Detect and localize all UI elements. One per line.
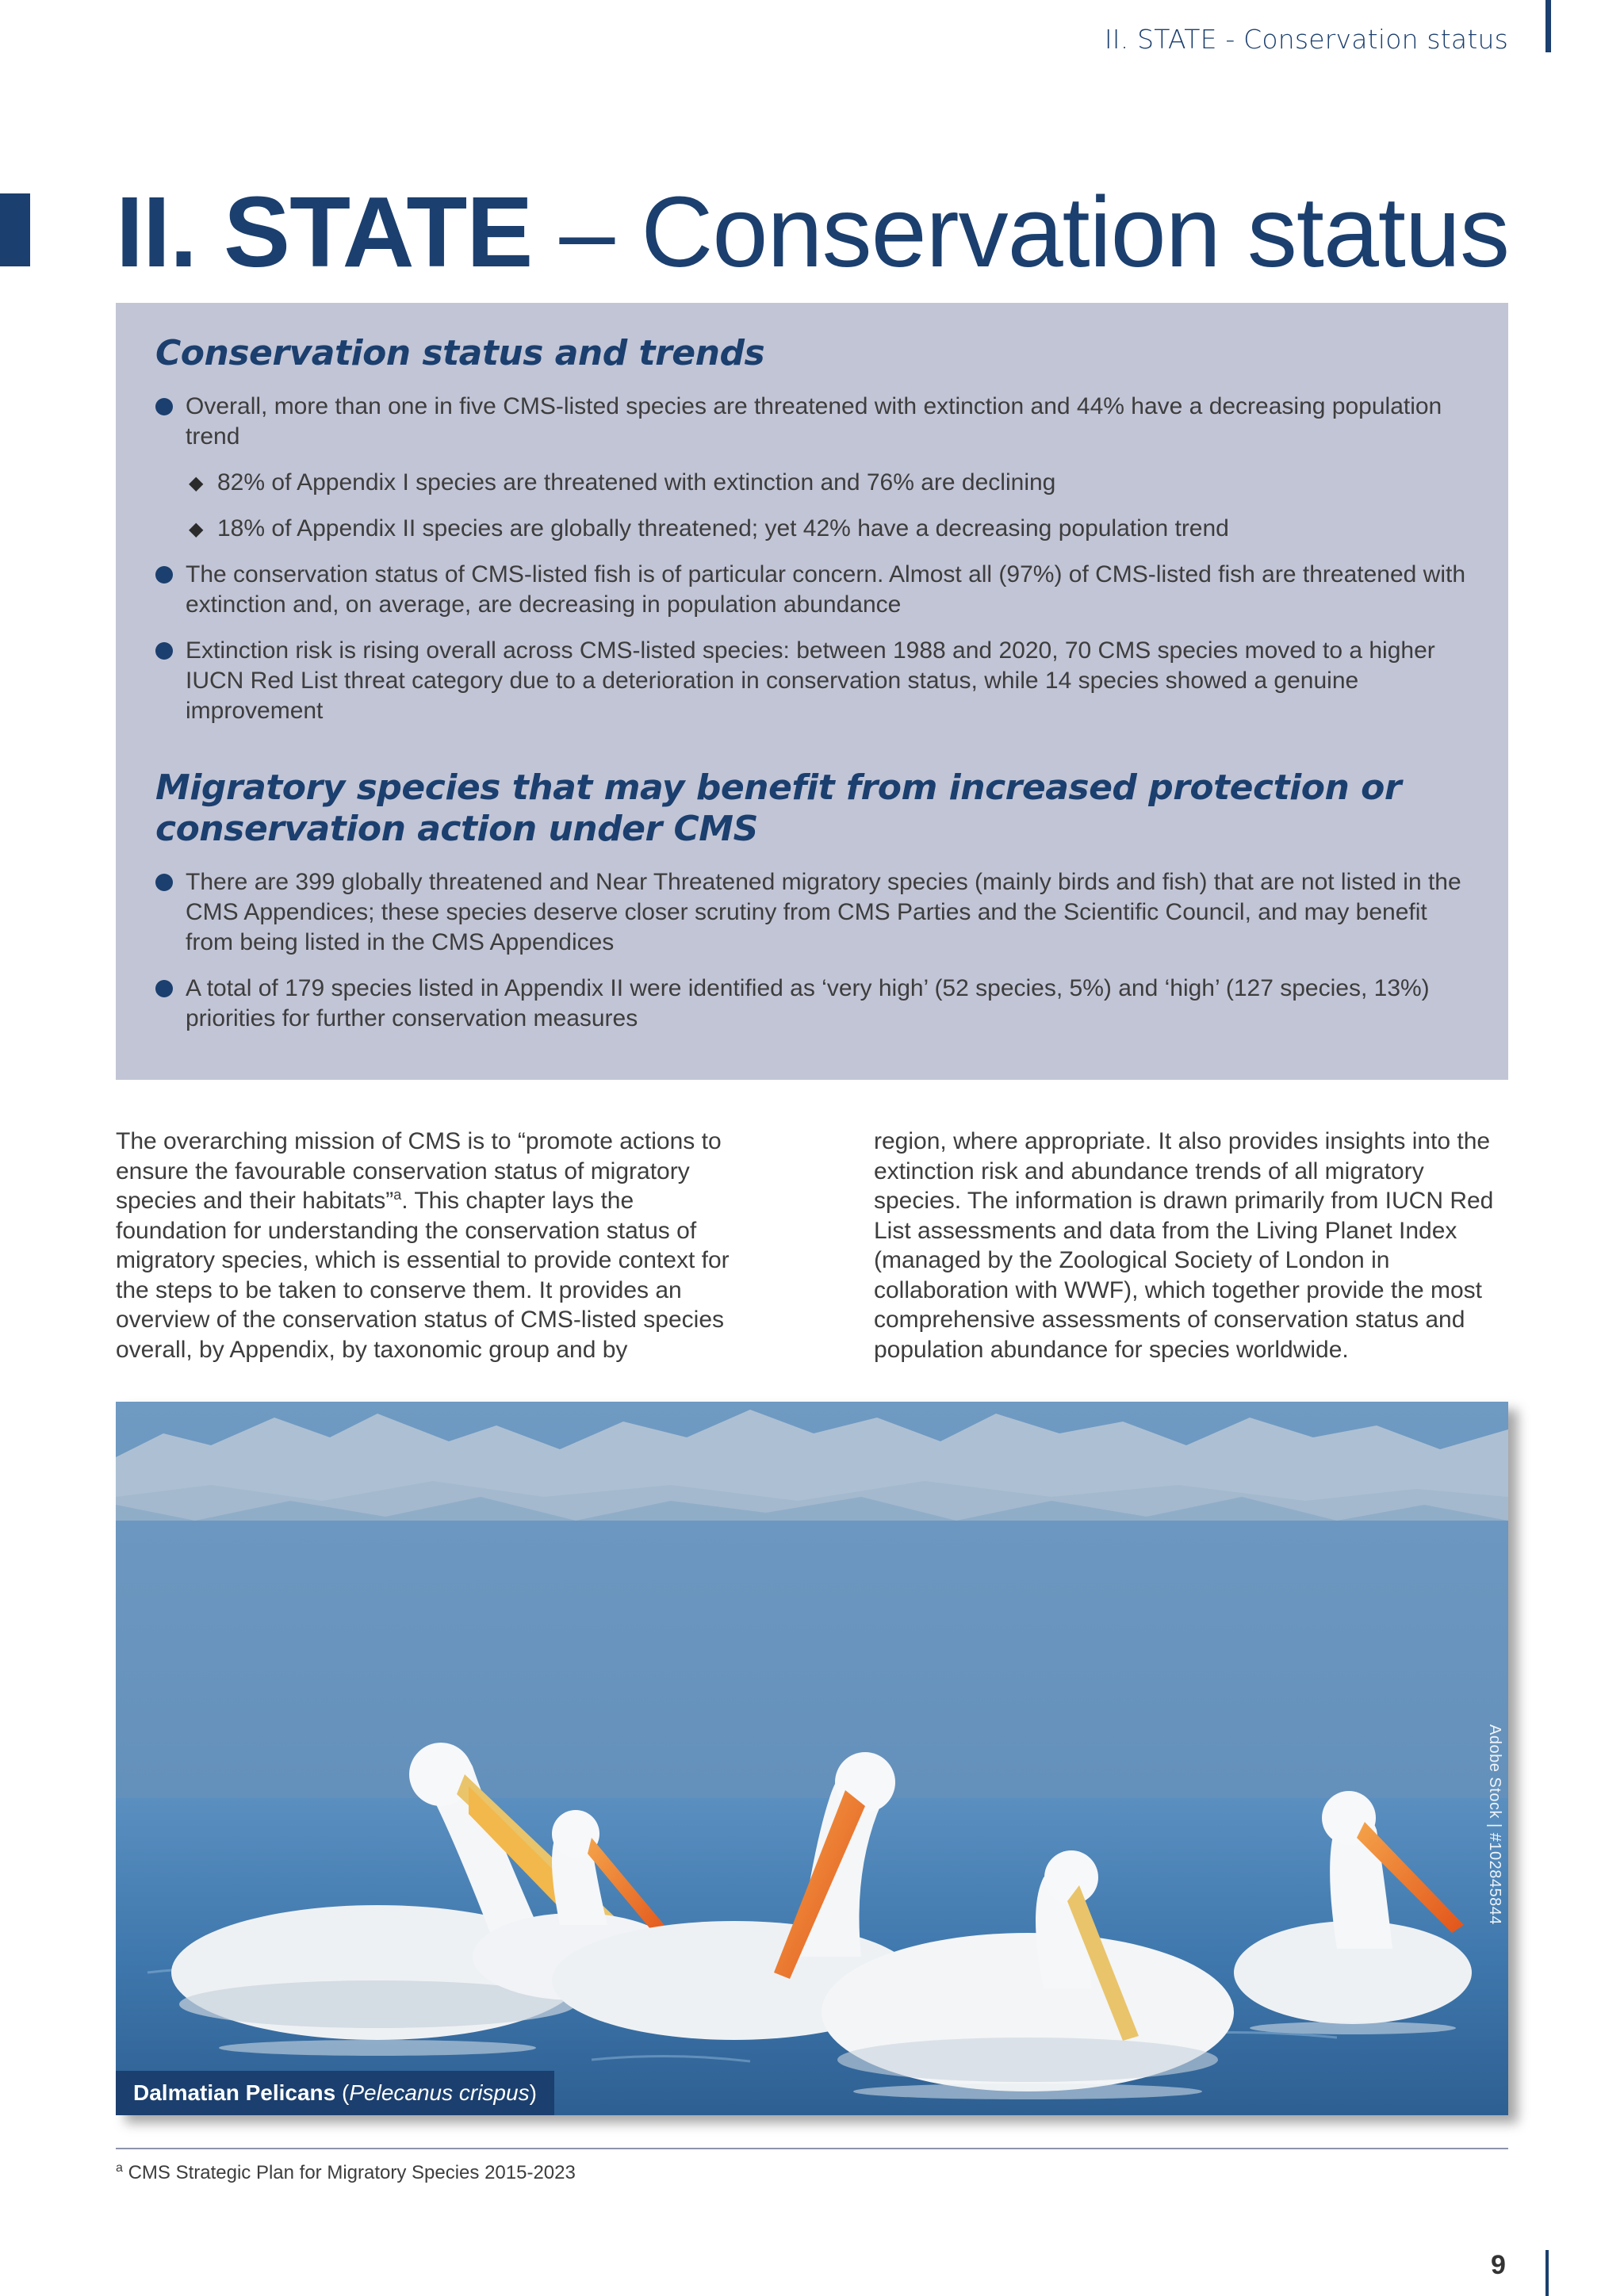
intro-column-left <box>116 1127 750 1364</box>
footnote <box>116 2161 576 2184</box>
migratory-species-list <box>155 867 1469 1034</box>
caption-paren-close: ) <box>529 2080 537 2105</box>
bullet-dot-icon <box>155 874 173 891</box>
list-item <box>155 560 1469 620</box>
sub-list <box>186 468 1469 544</box>
page-number-rule <box>1545 2250 1549 2296</box>
chapter-tab-marker <box>0 193 30 266</box>
caption-scientific-name: Pelecanus crispus <box>349 2080 530 2105</box>
diamond-bullet-icon: ◆ <box>189 473 204 494</box>
photo-credit: Adobe Stock | #102845844 <box>1486 1724 1503 1925</box>
footnote-text: CMS Strategic Plan for Migratory Species 2015-2023 <box>122 2162 576 2183</box>
list-item <box>155 974 1469 1034</box>
diamond-bullet-icon: ◆ <box>189 519 204 540</box>
bullet-text: A total of 179 species listed in Appendix II were identified as ‘very high’ (52 species, 5%) and ‘high’ (127 species, 13%) priorities for further conservation measures <box>186 975 1430 1031</box>
key-messages-box <box>116 303 1508 1080</box>
header-rule <box>1545 0 1551 52</box>
list-item <box>155 392 1469 544</box>
list-item <box>155 636 1469 726</box>
section-heading-status-trends: Conservation status and trends <box>155 333 765 373</box>
sub-bullet-text: 82% of Appendix I species are threatened with extinction and 76% are declining <box>217 469 1056 496</box>
chapter-title-bold: II. STATE <box>116 176 533 288</box>
bullet-dot-icon <box>155 980 173 997</box>
bullet-text: The conservation status of CMS-listed fish is of particular concern. Almost all (97%) of CMS-listed fish are threatened with extinction and, on average, are decreasing in population abundance <box>186 561 1466 618</box>
footnote-reference: a <box>393 1187 402 1203</box>
section-heading-migratory-species: Migratory species that may benefit from increased protection or conservation action under CMS <box>155 767 1402 849</box>
intro-column-right: region, where appropriate. It also provides insights into the extinction risk and abundance trends of all migratory species. The information is drawn primarily from IUCN Red List assessments and data from the Living Planet Index (managed by the Zoological Society of London in collaboration with WWF), which together provide the most comprehensive assessments of conservation status and population abundance for species worldwide. <box>874 1128 1494 1363</box>
sub-list-item <box>186 468 1469 498</box>
list-item <box>155 867 1469 958</box>
footnote-marker: a <box>116 2161 123 2175</box>
intro-text <box>116 1127 1508 1364</box>
status-trends-list <box>155 392 1469 726</box>
sub-bullet-text: 18% of Appendix II species are globally threatened; yet 42% have a decreasing population trend <box>217 515 1229 541</box>
pelican-photo <box>116 1402 1508 2115</box>
bullet-text: Extinction risk is rising overall across CMS-listed species: between 1988 and 2020, 70 CMS species moved to a higher IUCN Red List threat category due to a deterioration in conservation status, while 14 species showed a genuine improvement <box>186 637 1435 724</box>
caption-paren-open: ( <box>335 2080 350 2105</box>
page-number: 9 <box>1491 2250 1506 2280</box>
intro-text-part: The overarching mission of CMS is to “promote actions to ensure the favourable conservation status of migratory species and their habitats” <box>116 1128 722 1214</box>
pelicans-illustration <box>116 1402 1508 2115</box>
bullet-dot-icon <box>155 642 173 660</box>
chapter-title <box>116 173 1509 292</box>
bullet-text: There are 399 globally threatened and Near Threatened migratory species (mainly birds and fish) that are not listed in the CMS Appendices; these species deserve closer scrutiny from CMS Parties and the Scientific Council, and may benefit from being listed in the CMS Appendices <box>186 869 1461 955</box>
photo-caption <box>116 2071 554 2115</box>
caption-common-name: Dalmatian Pelicans <box>133 2080 336 2105</box>
bullet-dot-icon <box>155 566 173 584</box>
intro-text-part: . This chapter lays the foundation for understanding the conservation status of migratory species, which is essential to provide context for the steps to be taken to conserve them. It provides an overview of the conservation status of CMS-listed species overall, by Appendix, by taxonomic group and by <box>116 1188 730 1363</box>
footnote-divider <box>116 2148 1508 2149</box>
chapter-title-rest: – Conservation status <box>532 176 1510 288</box>
running-head: II. STATE - Conservation status <box>1104 24 1508 55</box>
sub-list-item <box>186 514 1469 544</box>
bullet-dot-icon <box>155 398 173 415</box>
bullet-text: Overall, more than one in five CMS-listed species are threatened with extinction and 44% have a decreasing population trend <box>186 393 1442 450</box>
